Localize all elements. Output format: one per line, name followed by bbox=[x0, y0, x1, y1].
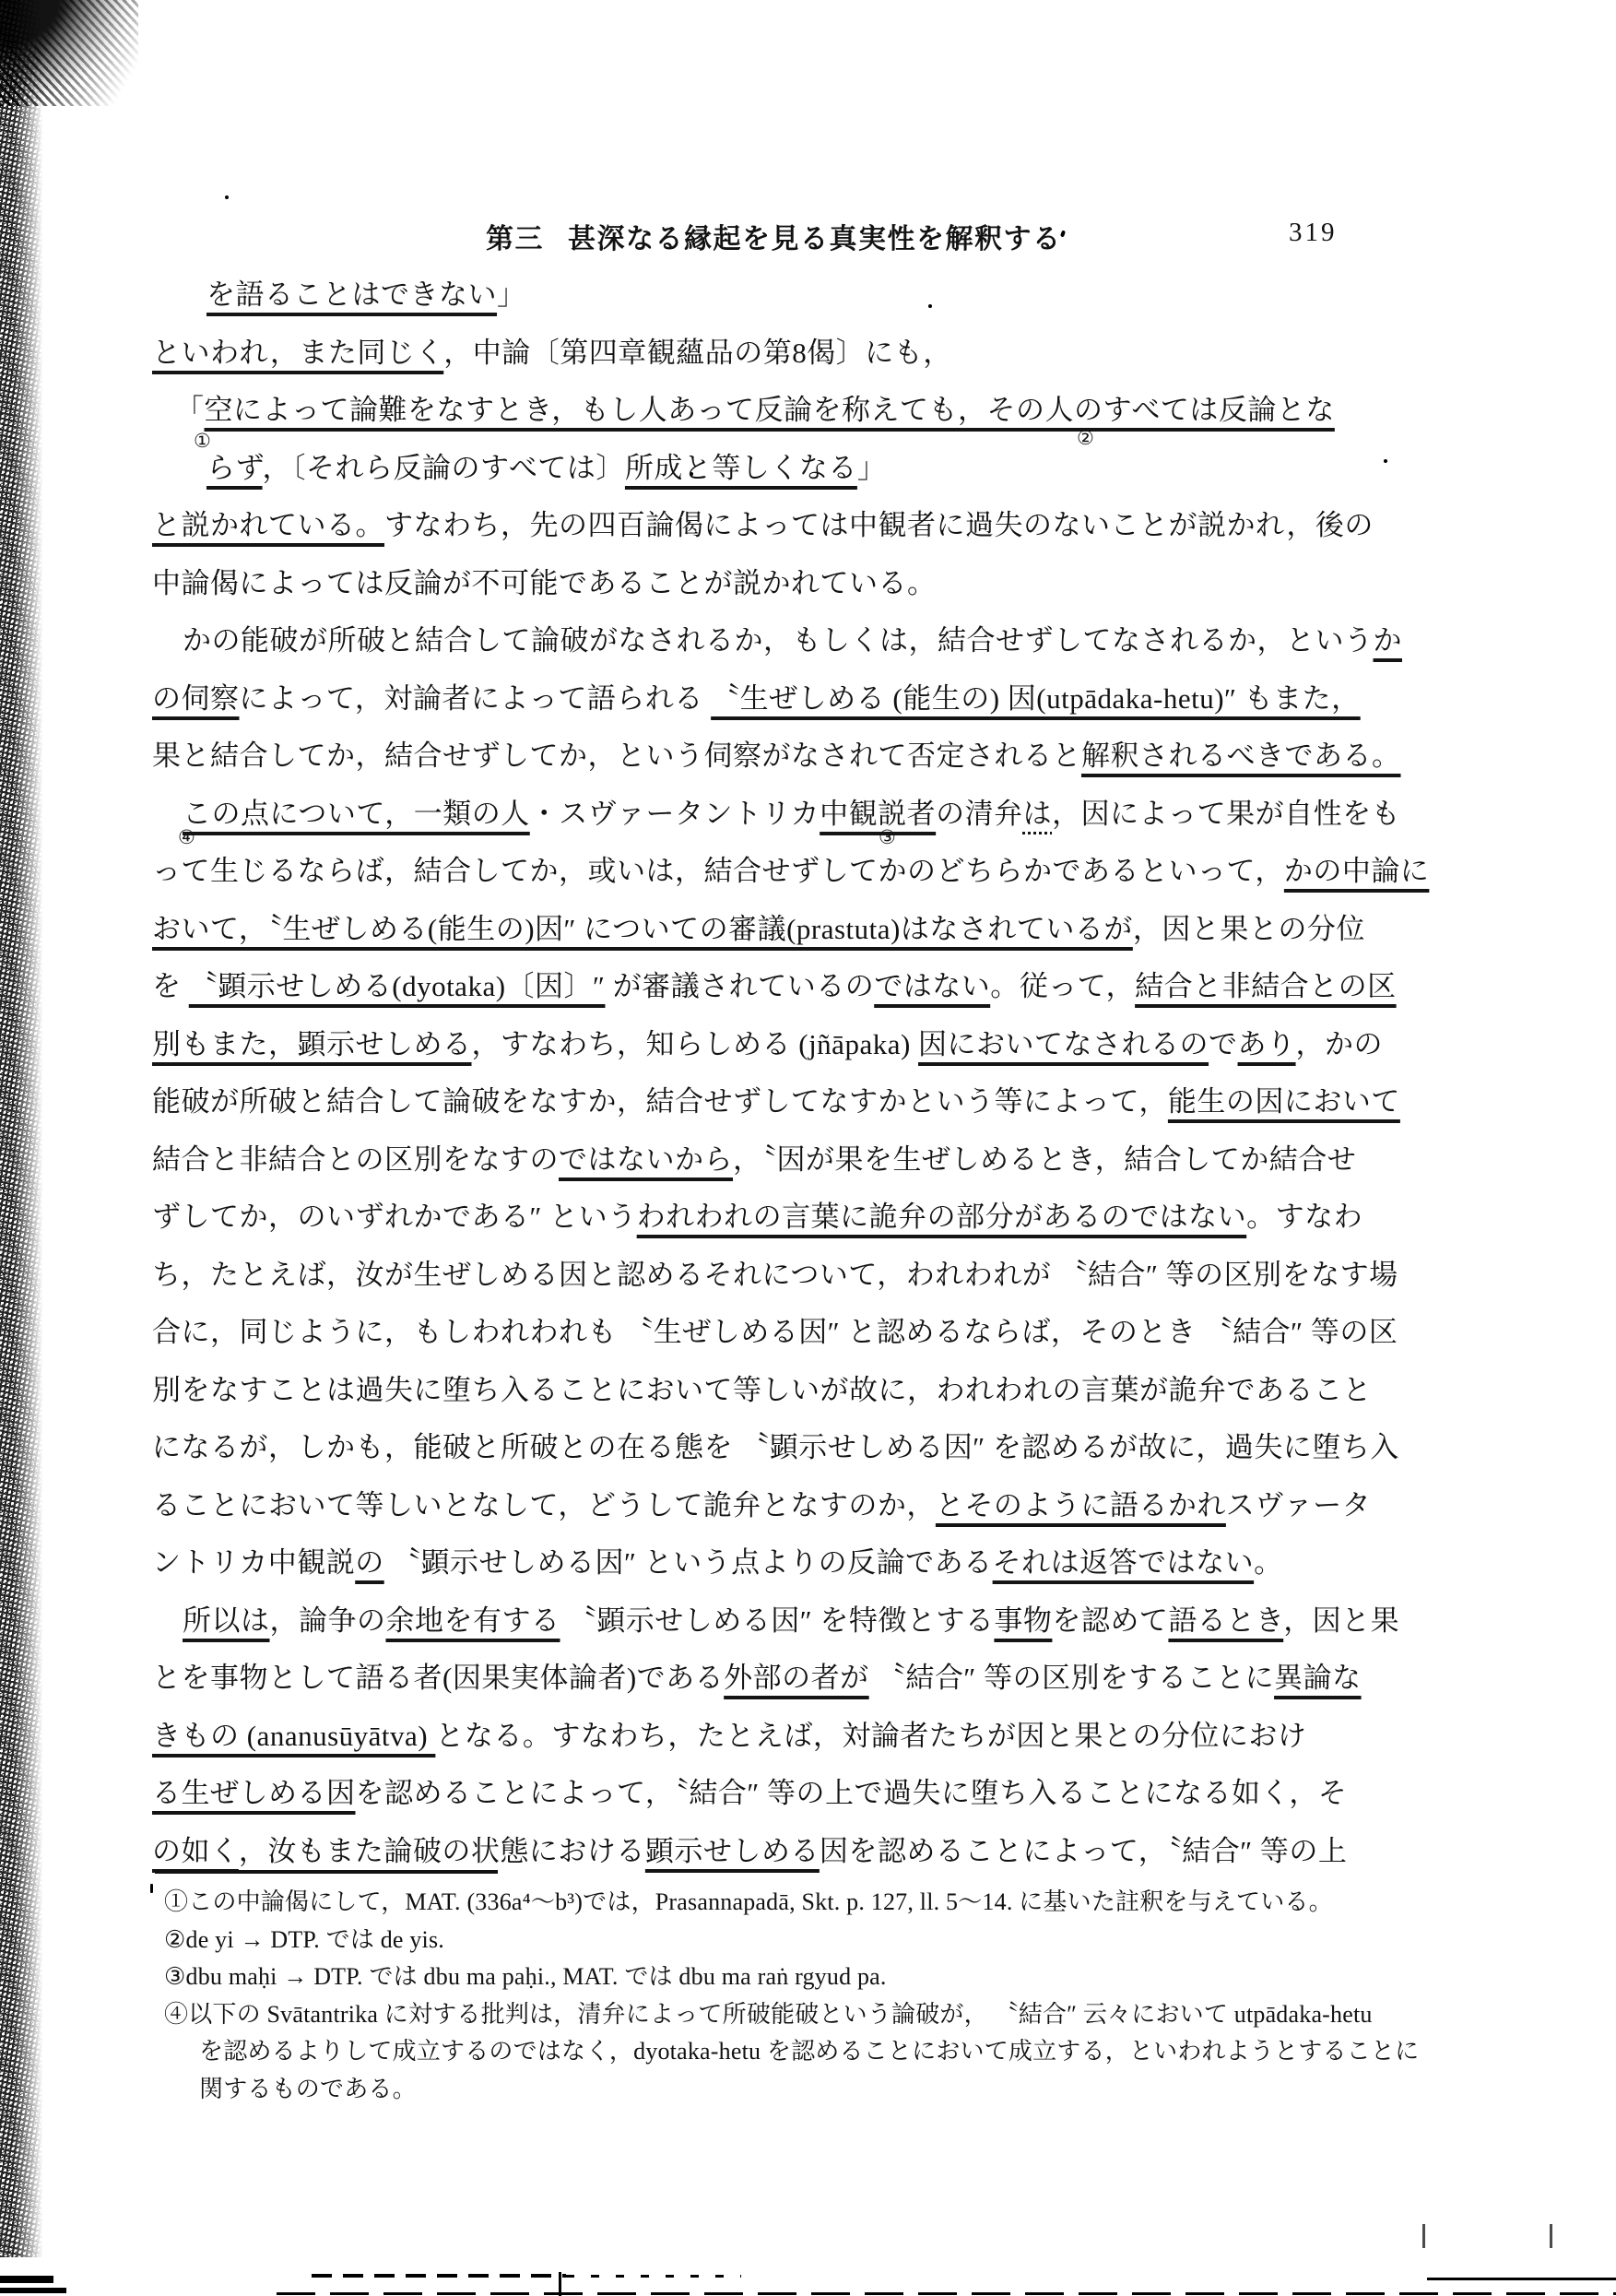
body-text-line bbox=[152, 1429, 1399, 1466]
text-segment: ，かの bbox=[1295, 1027, 1384, 1060]
text-segment: 果と結合してか，結合せずしてか，という伺察がなされて否定されると bbox=[152, 740, 1081, 772]
body-text-line bbox=[152, 738, 1401, 775]
chapter-label: 第三 bbox=[486, 224, 544, 254]
body-text-line bbox=[175, 392, 1335, 429]
chapter-title: 甚深なる縁起を見る真実性を解釈する bbox=[568, 224, 1062, 254]
underlined-text-segment: 事物 bbox=[994, 1604, 1053, 1637]
body-text-line bbox=[152, 1833, 1347, 1870]
underlined-text-segment: 所成と等しくなる bbox=[624, 451, 857, 484]
text-segment: 。従って， bbox=[990, 970, 1136, 1002]
underlined-text-segment: といわれ，また同じく bbox=[152, 336, 444, 369]
scan-speck bbox=[1384, 459, 1387, 463]
underlined-text-segment: の bbox=[355, 1546, 384, 1579]
text-segment: ，汝もまた論破の状態における bbox=[238, 1834, 645, 1867]
body-text-line bbox=[152, 1544, 1283, 1581]
underlined-text-segment: ではない bbox=[874, 970, 991, 1002]
body-text-line bbox=[152, 1487, 1371, 1524]
footnote-text: 関するものである。 bbox=[199, 2075, 417, 2102]
scan-mark-bottom bbox=[1427, 2278, 1616, 2280]
text-segment: スヴァータ bbox=[1225, 1488, 1372, 1521]
footnote-marker: ④ bbox=[164, 2000, 189, 2028]
body-text-line bbox=[152, 1372, 1372, 1409]
footnote-line bbox=[164, 1999, 1373, 2030]
text-segment: 」 bbox=[856, 451, 887, 484]
footnote-ref-4: ④ bbox=[178, 826, 195, 848]
footnote-text: de yi → DTP. では de yis. bbox=[185, 1925, 444, 1953]
footnote-text: 以下の Svātantrika に対する批判は，清弁によって所破能破という論破が， 〝結合″ 云々において utpādaka-hetu bbox=[188, 2000, 1373, 2028]
text-segment: になるが，しかも，能破と所破との在る態を 〝顕示せしめる因″ を認めるが故に，過失に堕ち入 bbox=[152, 1431, 1399, 1463]
underlined-text-segment: 結合と非結合との区 bbox=[1135, 970, 1397, 1002]
underlined-text-segment: の如く bbox=[152, 1834, 239, 1867]
scan-mark-bottom bbox=[277, 2292, 1616, 2295]
body-text-line bbox=[183, 622, 1402, 659]
body-text-line bbox=[183, 1603, 1399, 1639]
text-segment: を認めて bbox=[1052, 1604, 1169, 1637]
underlined-text-segment: らず bbox=[206, 451, 263, 484]
underlined-text-segment: か bbox=[1373, 624, 1402, 657]
footnote-ref-1: ① bbox=[194, 430, 211, 452]
text-segment: を認めることによって，〝結合″ 等の上で過失に堕ち入ることになる如く，そ bbox=[355, 1777, 1348, 1809]
text-segment: 。すなわ bbox=[1246, 1201, 1363, 1233]
underlined-text-segment: は bbox=[1022, 797, 1053, 830]
body-text-line bbox=[152, 507, 1374, 544]
scan-noise-left-edge bbox=[0, 0, 44, 2257]
text-segment: となる。すなわち，たとえば，対論者たちが因と果との分位におけ bbox=[435, 1719, 1307, 1752]
body-text-line bbox=[183, 796, 1400, 833]
underlined-text-segment: 別もまた，顕示せしめる bbox=[152, 1027, 472, 1060]
running-head bbox=[486, 216, 1062, 256]
footnote-line bbox=[199, 2074, 417, 2105]
footnote-separator-rule bbox=[155, 1870, 498, 1874]
underlined-text-segment: 異論な bbox=[1274, 1662, 1362, 1694]
underlined-text-segment: 〝顕示せしめる(dyotaka)〔因〕″ bbox=[188, 970, 606, 1002]
text-segment: ，因と果との分位 bbox=[1132, 912, 1365, 945]
text-segment: 合に，同じように，もしわれわれも 〝生ぜしめる因″ と認めるならば，そのとき 〝結合″ 等の区 bbox=[152, 1316, 1398, 1348]
text-segment: 別をなすことは過失に堕ち入ることにおいて等しいが故に，われわれの言葉が詭弁であること bbox=[152, 1373, 1372, 1406]
footnote-line bbox=[164, 1961, 887, 1993]
scan-noise-top-left-corner bbox=[0, 0, 138, 106]
text-segment: 中論偈によっては反論が不可能であることが説かれている。 bbox=[152, 566, 937, 599]
footnote-text: を認めるよりして成立するのではなく，dyotaka-hetu を認めることにおいて成立する，といわれようとすることに bbox=[199, 2038, 1420, 2065]
underlined-text-segment: ではないから bbox=[559, 1142, 733, 1176]
text-segment: ，因によって果が自性をも bbox=[1052, 797, 1401, 830]
body-text-line bbox=[152, 1026, 1383, 1063]
body-text-line bbox=[152, 968, 1397, 1005]
text-segment: ，すなわち，知らしめる (jñāpaka) bbox=[471, 1027, 919, 1060]
body-text-line bbox=[152, 1257, 1398, 1294]
footnote-line bbox=[199, 2036, 1419, 2067]
body-text-line bbox=[206, 450, 886, 487]
text-segment: 因を認めることによって，〝結合″ 等の上 bbox=[819, 1834, 1348, 1867]
text-segment: ずしてか，のいずれかである″ という bbox=[152, 1201, 637, 1233]
body-text-line bbox=[152, 565, 937, 602]
underlined-text-segment: 中観説者 bbox=[820, 797, 937, 830]
underlined-text-segment: 語るとき bbox=[1168, 1604, 1284, 1637]
underlined-text-segment: 外部の者が bbox=[724, 1662, 869, 1694]
body-text-line bbox=[152, 681, 1361, 717]
footnote-marker: ② bbox=[164, 1925, 186, 1953]
text-segment: すなわち，先の四百論偈によっては中観者に過失のないことが説かれ，後の bbox=[384, 509, 1374, 541]
body-text-line bbox=[152, 1314, 1398, 1351]
page-number: 319 bbox=[1289, 218, 1338, 247]
footnote-text: dbu maḥi → DTP. では dbu ma paḥi., MAT. では dbu ma raṅ rgyud pa. bbox=[185, 1963, 887, 1990]
text-segment: かの能破が所破と結合して論破がなされるか，もしくは，結合せずしてなされるか，という bbox=[183, 624, 1374, 657]
body-text-line bbox=[152, 1083, 1400, 1120]
body-text-line bbox=[152, 911, 1365, 948]
footnote-marker: ③ bbox=[164, 1963, 186, 1990]
text-segment: で bbox=[1209, 1027, 1238, 1060]
text-segment: 。 bbox=[1254, 1546, 1283, 1579]
footnote-text: この中論偈にして，MAT. (336a⁴〜b³)では，Prasannapadā, Skt. p. 127, ll. 5〜14. に基いた註釈を与えている。 bbox=[188, 1888, 1333, 1915]
underlined-text-segment: 顕示せしめる bbox=[644, 1834, 820, 1867]
scan-speck bbox=[150, 1884, 153, 1893]
underlined-text-segment: 〝生ぜしめる (能生の) 因(utpādaka-hetu)″ もまた， bbox=[711, 681, 1361, 715]
scan-speck bbox=[225, 195, 229, 199]
text-segment: を bbox=[152, 970, 189, 1002]
text-segment: ，〝因が果を生ぜしめるとき，結合してか結合せ bbox=[733, 1142, 1357, 1176]
underlined-text-segment: を語ることはできない bbox=[206, 278, 497, 311]
footnote-line bbox=[164, 1924, 444, 1956]
underlined-text-segment: 因においてなされるの bbox=[918, 1027, 1209, 1060]
text-segment: 〝結合″ 等の区別をすることに bbox=[868, 1662, 1275, 1694]
underlined-text-segment: 解釈されるべきである。 bbox=[1081, 740, 1401, 772]
scan-mark-bottom bbox=[0, 2276, 53, 2283]
footnote-ref-2: ② bbox=[1077, 427, 1094, 449]
text-segment: って生じるならば，結合してか，或いは，結合せずしてかのどちらかであるといって， bbox=[152, 855, 1284, 887]
scan-mark-bottom bbox=[312, 2274, 566, 2278]
footnote-line bbox=[164, 1887, 1333, 1918]
text-segment: の清弁 bbox=[936, 797, 1023, 830]
body-text-line bbox=[152, 1199, 1362, 1236]
text-segment: ，中論〔第四章観蘊品の第8偈〕にも， bbox=[443, 336, 952, 369]
text-segment: ることにおいて等しいとなして，どうして詭弁となすのか， bbox=[152, 1488, 936, 1521]
body-text-line bbox=[152, 853, 1429, 890]
text-segment: ，因と果 bbox=[1283, 1604, 1400, 1637]
body-text-line bbox=[152, 1660, 1362, 1697]
body-text-line bbox=[152, 1718, 1306, 1755]
text-segment: 「 bbox=[175, 394, 205, 426]
underlined-text-segment: 所以は bbox=[183, 1604, 270, 1637]
text-segment: ントリカ中観説 bbox=[152, 1546, 356, 1579]
underlined-text-segment: この点について，一類の人 bbox=[183, 797, 530, 830]
text-segment: 能破が所破と結合して論破をなすか，結合せずしてなすかという等によって， bbox=[152, 1085, 1168, 1118]
underlined-text-segment: 能生の因において bbox=[1167, 1085, 1400, 1118]
underlined-text-segment: の伺察 bbox=[152, 681, 240, 715]
text-segment: 〝顕示せしめる因″ という点よりの反論である bbox=[383, 1546, 993, 1579]
text-segment: ，論争の bbox=[269, 1604, 386, 1637]
underlined-text-segment: かの中論に bbox=[1283, 855, 1430, 887]
scan-mark-bottom bbox=[1422, 2224, 1425, 2248]
text-segment: ，〔それら反論のすべては〕 bbox=[262, 451, 625, 484]
underlined-text-segment: る生ぜしめる因 bbox=[152, 1777, 356, 1809]
body-text-line bbox=[206, 277, 526, 314]
scan-speck bbox=[928, 304, 932, 308]
text-segment: が審議されているの bbox=[605, 970, 875, 1002]
underlined-text-segment: われわれの言葉に詭弁の部分があるのではない bbox=[636, 1201, 1247, 1233]
text-segment: ち，たとえば，汝が生ぜしめる因と認めるそれについて，われわれが 〝結合″ 等の区別をなす場 bbox=[152, 1258, 1398, 1291]
footnote-marker: ① bbox=[164, 1888, 189, 1915]
text-segment: によって，対論者によって語られる bbox=[239, 681, 712, 715]
underlined-text-segment: あり bbox=[1237, 1027, 1296, 1060]
underlined-text-segment: と説かれている。 bbox=[152, 509, 384, 541]
scan-mark-bottom bbox=[1550, 2224, 1552, 2248]
body-text-line bbox=[152, 335, 952, 372]
text-segment: 〝顕示せしめる因″ を特徴とする bbox=[560, 1604, 995, 1637]
underlined-text-segment: 余地を有する bbox=[385, 1604, 560, 1637]
footnote-ref-3: ③ bbox=[879, 826, 896, 848]
underlined-text-segment: きもの (ananusūyātva) bbox=[152, 1719, 436, 1752]
scan-mark-bottom bbox=[0, 2288, 66, 2293]
scan-mark-bottom bbox=[566, 2275, 741, 2278]
text-segment: ・スヴァータントリカ bbox=[529, 797, 820, 830]
body-text-line bbox=[152, 1775, 1347, 1812]
text-segment: 結合と非結合との区別をなすの bbox=[152, 1142, 559, 1176]
body-text-line bbox=[152, 1142, 1356, 1178]
text-segment: 」 bbox=[497, 278, 526, 311]
text-segment: とを事物として語る者(因果実体論者)である bbox=[152, 1662, 725, 1694]
underlined-text-segment: とそのように語るかれ bbox=[935, 1488, 1226, 1521]
underlined-text-segment: それは返答ではない bbox=[992, 1546, 1255, 1579]
underlined-text-segment: 空によって論難をなすとき，もし人あって反論を称えても，その人のすべては反論とな bbox=[204, 394, 1335, 426]
underlined-text-segment: おいて，〝生ぜしめる(能生の)因″ についての審議(prastuta)はなされているが bbox=[152, 912, 1133, 945]
